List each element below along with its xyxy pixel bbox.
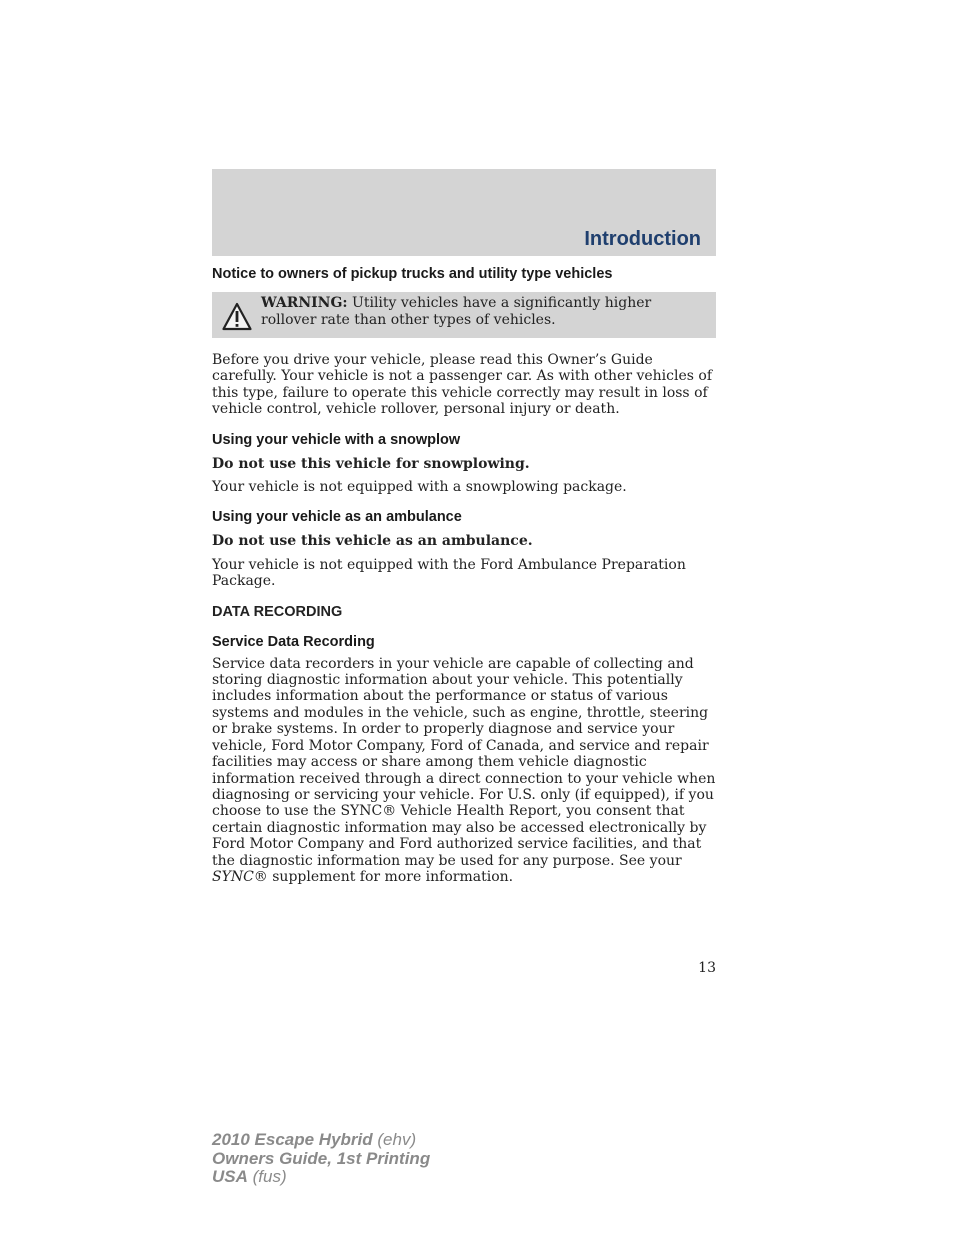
snowplow-text: Your vehicle is not equipped with a snowplowing package. — [212, 479, 627, 496]
warning-box — [212, 292, 716, 338]
service-data-end: supplement for more information. — [267, 868, 514, 885]
footer-model: 2010 Escape Hybrid — [212, 1130, 373, 1149]
snowplow-heading: Using your vehicle with a snowplow — [212, 431, 461, 448]
section-title: Introduction — [584, 228, 701, 250]
footer-printing: Owners Guide, 1st Printing — [212, 1148, 431, 1168]
warning-triangle-icon — [222, 302, 252, 332]
document-footer — [212, 1131, 430, 1187]
snowplow-warning: Do not use this vehicle for snowplowing. — [212, 455, 530, 472]
notice-body: Before you drive your vehicle, please read this Owner’s Guide carefully. Your vehicle is not a passenger car. As with other vehicles of this type, failure to operate this vehicle correctly may result in loss of vehicle control, vehicle rollover, personal injury or death. — [212, 352, 713, 418]
warning-message: Utility vehicles have a significantly higher rollover rate than other types of vehicles. — [261, 295, 652, 328]
ambulance-text: Your vehicle is not equipped with the Ford Ambulance Preparation Package. — [212, 556, 686, 590]
footer-market: USA — [212, 1167, 248, 1186]
ambulance-heading: Using your vehicle as an ambulance — [212, 509, 462, 526]
service-data-main: Service data recorders in your vehicle are capable of collecting and storing diagnostic information about your vehicle. This potentially includes information about the performance or status of various systems and modules in the vehicle, such as engine, throttle, steering or brake systems. In order to properly diagnose and service your vehicle, Ford Motor Company, Ford of Canada, and service and repair facilities may access or share among them vehicle diagnostic information received through a direct connection to your vehicle when diagnosing or servicing your vehicle. For U.S. only (if equipped), if you choose to use the SYNC® Vehicle Health Report, you consent that certain diagnostic information may also be accessed electronically by Ford Motor Company and Ford authorized service facilities, and that the diagnostic information may be used for any purpose. See your — [212, 655, 716, 869]
warning-text — [261, 295, 706, 328]
data-recording-heading: DATA RECORDING — [212, 603, 343, 620]
page-number: 13 — [698, 960, 716, 976]
footer-market-code: (fus) — [252, 1167, 287, 1186]
warning-label: WARNING: — [261, 295, 348, 311]
notice-heading: Notice to owners of pickup trucks and utility type vehicles — [212, 266, 613, 282]
ambulance-warning: Do not use this vehicle as an ambulance. — [212, 533, 533, 550]
page-content — [212, 266, 716, 885]
sync-reference: SYNC® — [212, 868, 268, 885]
section-header-band — [212, 169, 716, 256]
footer-model-code: (ehv) — [377, 1130, 417, 1149]
service-data-heading: Service Data Recording — [212, 633, 375, 650]
service-data-text — [212, 656, 716, 886]
